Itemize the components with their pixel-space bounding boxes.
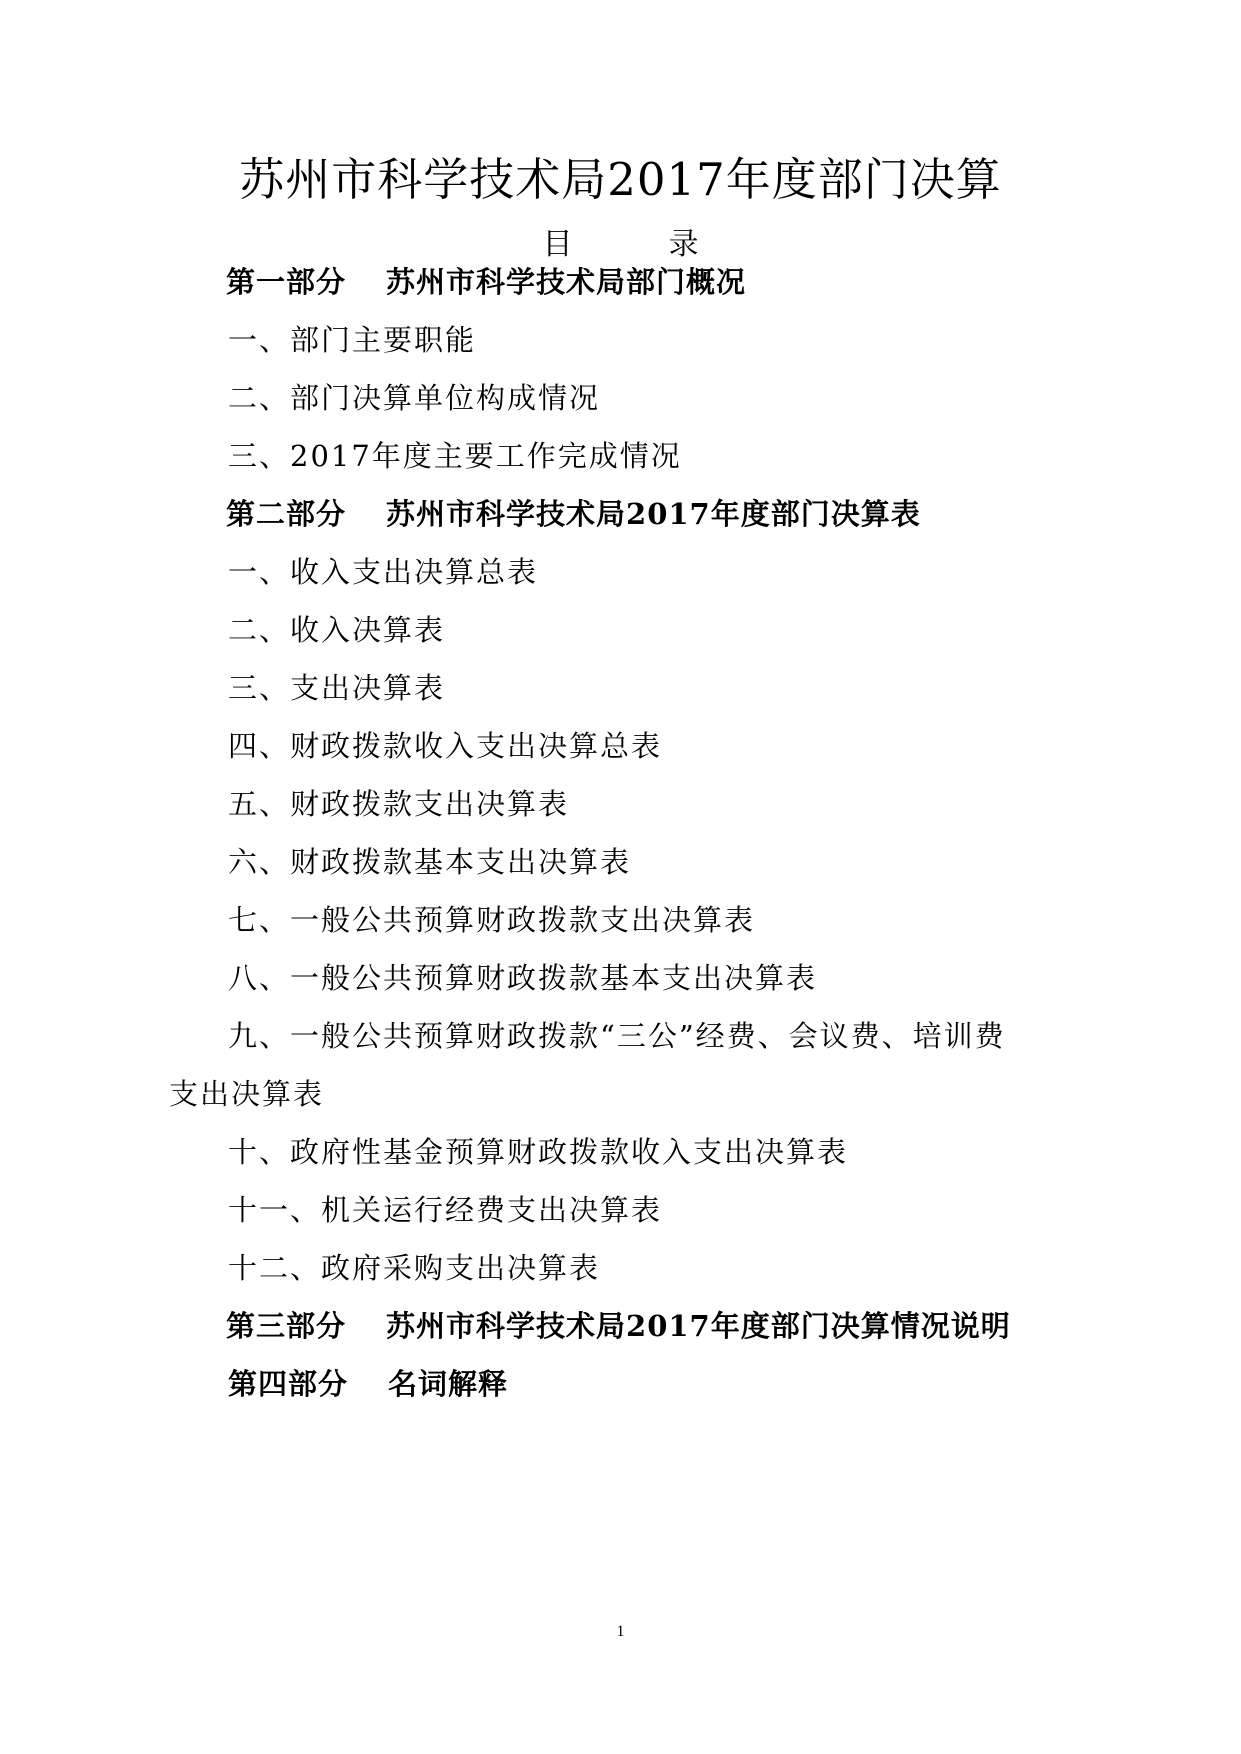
toc-part-label: 第一部分 xyxy=(226,265,347,299)
toc-item[interactable]: 四、财政拨款收入支出决算总表 xyxy=(228,729,663,763)
document-title: 苏州市科学技术局2017年度部门决算 xyxy=(239,153,1002,206)
toc-item[interactable]: 九、一般公共预算财政拨款“三公”经费、会议费、培训费 xyxy=(228,1019,1006,1053)
toc-item[interactable]: 五、财政拨款支出决算表 xyxy=(228,787,570,821)
toc-part-label: 第三部分 xyxy=(226,1309,347,1343)
toc-item[interactable]: 十一、机关运行经费支出决算表 xyxy=(228,1193,663,1227)
page-number: 1 xyxy=(616,1623,625,1640)
toc-item[interactable]: 七、一般公共预算财政拨款支出决算表 xyxy=(228,903,756,937)
toc-item[interactable]: 二、收入决算表 xyxy=(228,613,446,647)
toc-part-3[interactable] xyxy=(226,1306,1011,1346)
toc-part-title: 苏州市科学技术局2017年度部门决算情况说明 xyxy=(386,1309,1011,1343)
toc-item[interactable]: 一、部门主要职能 xyxy=(228,323,477,357)
toc-part-2[interactable] xyxy=(226,494,921,534)
toc-item[interactable]: 二、部门决算单位构成情况 xyxy=(228,381,601,415)
toc-part-label: 第二部分 xyxy=(226,497,347,531)
toc-part-title: 名词解释 xyxy=(388,1367,509,1401)
toc-item[interactable]: 三、支出决算表 xyxy=(228,671,446,705)
toc-item-continuation[interactable]: 支出决算表 xyxy=(169,1077,325,1111)
toc-item[interactable]: 三、2017年度主要工作完成情况 xyxy=(228,439,682,473)
toc-part-4[interactable] xyxy=(228,1364,508,1404)
toc-item[interactable]: 一、收入支出决算总表 xyxy=(228,555,539,589)
toc-part-label: 第四部分 xyxy=(228,1367,349,1401)
toc-part-title: 苏州市科学技术局2017年度部门决算表 xyxy=(386,497,921,531)
toc-item[interactable]: 八、一般公共预算财政拨款基本支出决算表 xyxy=(228,961,818,995)
toc-item[interactable]: 六、财政拨款基本支出决算表 xyxy=(228,845,632,879)
toc-part-1[interactable] xyxy=(226,262,746,302)
toc-item[interactable]: 十、政府性基金预算财政拨款收入支出决算表 xyxy=(228,1135,849,1169)
toc-heading: 目录 xyxy=(542,227,795,262)
toc-part-title: 苏州市科学技术局部门概况 xyxy=(386,265,747,299)
toc-item[interactable]: 十二、政府采购支出决算表 xyxy=(228,1251,601,1285)
